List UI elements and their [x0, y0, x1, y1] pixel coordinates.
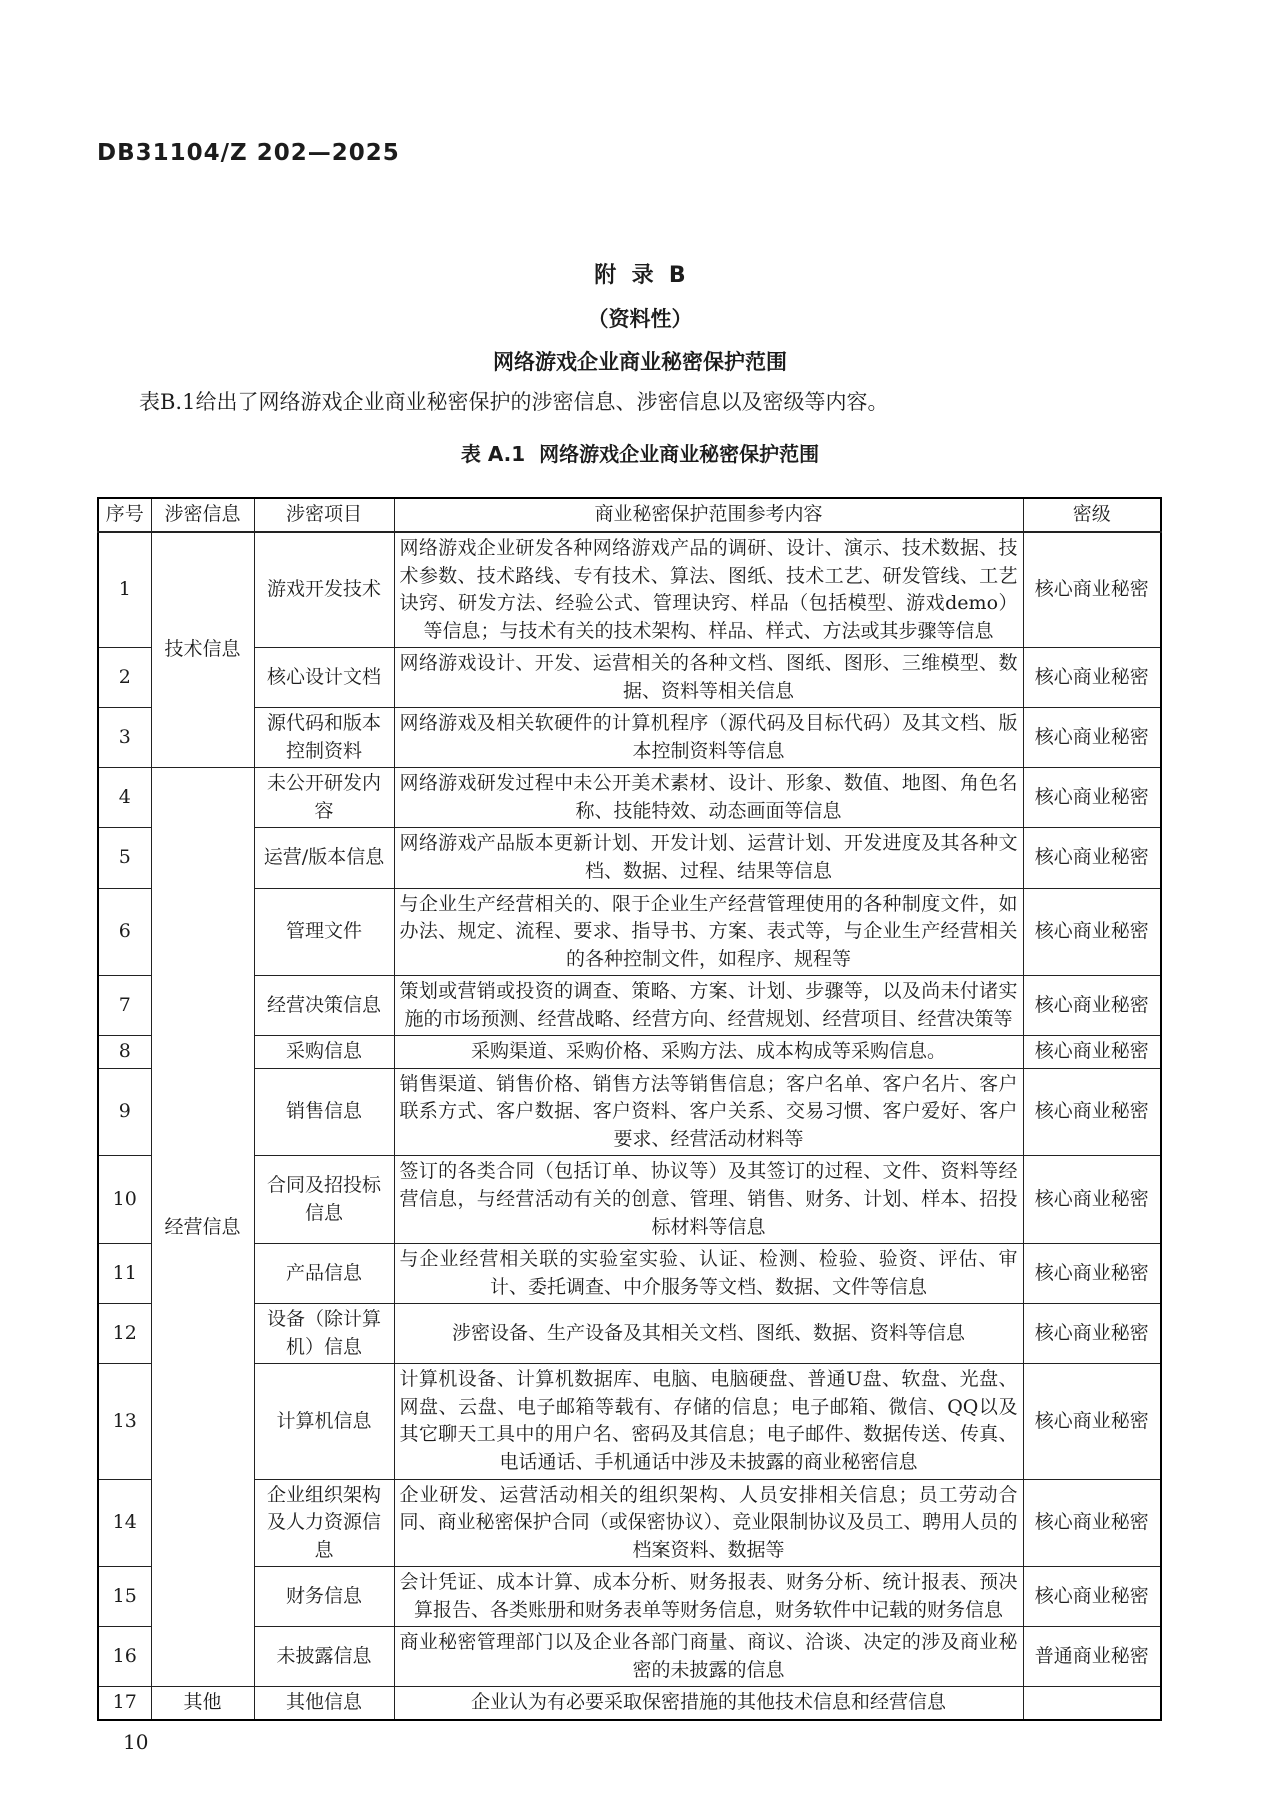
column-header: 商业秘密保护范围参考内容 — [394, 498, 1023, 532]
cell-secret-level: 核心商业秘密 — [1023, 1567, 1161, 1627]
table-row — [98, 648, 1161, 708]
cell-secret-level: 核心商业秘密 — [1023, 828, 1161, 888]
appendix-heading: 网络游戏企业商业秘密保护范围 — [493, 350, 787, 374]
cell-secret-item: 未公开研发内容 — [254, 768, 394, 828]
column-header: 涉密信息 — [151, 498, 254, 532]
cell-secret-level: 核心商业秘密 — [1023, 888, 1161, 976]
cell-protection-scope: 企业研发、运营活动相关的组织架构、人员安排相关信息；员工劳动合同、商业秘密保护合同（或保密协议）、竞业限制协议及员工、聘用人员的档案资料、数据等 — [394, 1479, 1023, 1567]
cell-serial-number: 13 — [98, 1364, 151, 1479]
cell-secret-item: 产品信息 — [254, 1244, 394, 1304]
cell-protection-scope: 会计凭证、成本计算、成本分析、财务报表、财务分析、统计报表、预决算报告、各类账册和财务表单等财务信息，财务软件中记载的财务信息 — [394, 1567, 1023, 1627]
cell-secret-item: 采购信息 — [254, 1036, 394, 1069]
cell-secret-level: 核心商业秘密 — [1023, 648, 1161, 708]
table-body — [98, 532, 1161, 1720]
table-head — [98, 498, 1161, 532]
intro-paragraph: 表B.1给出了网络游戏企业商业秘密保护的涉密信息、涉密信息以及密级等内容。 — [139, 390, 889, 414]
cell-secret-item: 核心设计文档 — [254, 648, 394, 708]
cell-secret-item: 计算机信息 — [254, 1364, 394, 1479]
cell-secret-item: 财务信息 — [254, 1567, 394, 1627]
appendix-subtitle: （资料性） — [587, 307, 693, 331]
cell-secret-level: 核心商业秘密 — [1023, 708, 1161, 768]
table-row — [98, 976, 1161, 1036]
table-row — [98, 1567, 1161, 1627]
cell-secret-item: 销售信息 — [254, 1068, 394, 1156]
cell-protection-scope: 涉密设备、生产设备及其相关文档、图纸、数据、资料等信息 — [394, 1304, 1023, 1364]
table-row — [98, 1304, 1161, 1364]
cell-secret-item: 经营决策信息 — [254, 976, 394, 1036]
cell-serial-number: 10 — [98, 1156, 151, 1244]
cell-protection-scope: 网络游戏产品版本更新计划、开发计划、运营计划、开发进度及其各种文档、数据、过程、结果等信息 — [394, 828, 1023, 888]
appendix-title-block — [0, 258, 1280, 376]
cell-protection-scope: 商业秘密管理部门以及企业各部门商量、商议、洽谈、决定的涉及商业秘密的未披露的信息 — [394, 1627, 1023, 1687]
cell-secret-level: 核心商业秘密 — [1023, 1068, 1161, 1156]
cell-secret-item: 企业组织架构及人力资源信息 — [254, 1479, 394, 1567]
cell-secret-level: 核心商业秘密 — [1023, 1156, 1161, 1244]
cell-protection-scope: 签订的各类合同（包括订单、协议等）及其签订的过程、文件、资料等经营信息，与经营活动有关的创意、管理、销售、财务、计划、样本、招投标材料等信息 — [394, 1156, 1023, 1244]
cell-protection-scope: 采购渠道、采购价格、采购方法、成本构成等采购信息。 — [394, 1036, 1023, 1069]
table-header-row — [98, 498, 1161, 532]
cell-serial-number: 8 — [98, 1036, 151, 1069]
cell-secret-item: 未披露信息 — [254, 1627, 394, 1687]
cell-serial-number: 14 — [98, 1479, 151, 1567]
cell-protection-scope: 销售渠道、销售价格、销售方法等销售信息；客户名单、客户名片、客户联系方式、客户数据、客户资料、客户关系、交易习惯、客户爱好、客户要求、经营活动材料等 — [394, 1068, 1023, 1156]
cell-secret-item: 游戏开发技术 — [254, 532, 394, 648]
cell-secret-level: 核心商业秘密 — [1023, 1364, 1161, 1479]
cell-secret-item: 设备（除计算机）信息 — [254, 1304, 394, 1364]
cell-secret-level: 核心商业秘密 — [1023, 1304, 1161, 1364]
cell-secret-level: 核心商业秘密 — [1023, 768, 1161, 828]
cell-serial-number: 3 — [98, 708, 151, 768]
table-row — [98, 768, 1161, 828]
cell-secret-level: 核心商业秘密 — [1023, 1036, 1161, 1069]
cell-serial-number: 11 — [98, 1244, 151, 1304]
cell-serial-number: 7 — [98, 976, 151, 1036]
table-row — [98, 1479, 1161, 1567]
cell-secret-info-group: 其他 — [151, 1687, 254, 1720]
cell-serial-number: 1 — [98, 532, 151, 648]
cell-protection-scope: 计算机设备、计算机数据库、电脑、电脑硬盘、普通U盘、软盘、光盘、网盘、云盘、电子邮箱等载有、存储的信息；电子邮箱、微信、QQ以及其它聊天工具中的用户名、密码及其信息；电子邮件、数据传送、传真、电话通话、手机通话中涉及未披露的商业秘密信息 — [394, 1364, 1023, 1479]
cell-serial-number: 5 — [98, 828, 151, 888]
table-row — [98, 1036, 1161, 1069]
cell-protection-scope: 网络游戏及相关软硬件的计算机程序（源代码及目标代码）及其文档、版本控制资料等信息 — [394, 708, 1023, 768]
cell-serial-number: 15 — [98, 1567, 151, 1627]
cell-protection-scope: 网络游戏研发过程中未公开美术素材、设计、形象、数值、地图、角色名称、技能特效、动态画面等信息 — [394, 768, 1023, 828]
cell-serial-number: 12 — [98, 1304, 151, 1364]
table-row — [98, 1364, 1161, 1479]
cell-secret-item: 其他信息 — [254, 1687, 394, 1720]
cell-secret-item: 合同及招投标信息 — [254, 1156, 394, 1244]
cell-secret-item: 源代码和版本控制资料 — [254, 708, 394, 768]
column-header: 序号 — [98, 498, 151, 532]
table-row — [98, 1687, 1161, 1720]
table-row — [98, 1627, 1161, 1687]
cell-serial-number: 2 — [98, 648, 151, 708]
column-header: 密级 — [1023, 498, 1161, 532]
cell-secret-level: 普通商业秘密 — [1023, 1627, 1161, 1687]
table-row — [98, 1156, 1161, 1244]
standard-code: DB31104/Z 202—2025 — [97, 140, 400, 166]
cell-serial-number: 17 — [98, 1687, 151, 1720]
table-row — [98, 1244, 1161, 1304]
cell-serial-number: 6 — [98, 888, 151, 976]
cell-protection-scope: 与企业经营相关联的实验室实验、认证、检测、检验、验资、评估、审计、委托调查、中介服务等文档、数据、文件等信息 — [394, 1244, 1023, 1304]
cell-secret-info-group: 经营信息 — [151, 768, 254, 1687]
table-row — [98, 828, 1161, 888]
cell-protection-scope: 策划或营销或投资的调查、策略、方案、计划、步骤等，以及尚未付诸实施的市场预测、经营战略、经营方向、经营规划、经营项目、经营决策等 — [394, 976, 1023, 1036]
cell-protection-scope: 与企业生产经营相关的、限于企业生产经营管理使用的各种制度文件，如办法、规定、流程、要求、指导书、方案、表式等，与企业生产经营相关的各种控制文件，如程序、规程等 — [394, 888, 1023, 976]
cell-secret-level — [1023, 1687, 1161, 1720]
cell-serial-number: 9 — [98, 1068, 151, 1156]
table-row — [98, 1068, 1161, 1156]
table-caption: 表 A.1 网络游戏企业商业秘密保护范围 — [460, 442, 820, 466]
table-row — [98, 708, 1161, 768]
cell-protection-scope: 网络游戏企业研发各种网络游戏产品的调研、设计、演示、技术数据、技术参数、技术路线、专有技术、算法、图纸、技术工艺、研发管线、工艺诀窍、研发方法、经验公式、管理诀窍、样品（包括模型、游戏demo）等信息；与技术有关的技术架构、样品、样式、方法或其步骤等信息 — [394, 532, 1023, 648]
cell-secret-item: 运营/版本信息 — [254, 828, 394, 888]
cell-secret-info-group: 技术信息 — [151, 532, 254, 768]
column-header: 涉密项目 — [254, 498, 394, 532]
cell-protection-scope: 网络游戏设计、开发、运营相关的各种文档、图纸、图形、三维模型、数据、资料等相关信息 — [394, 648, 1023, 708]
cell-secret-level: 核心商业秘密 — [1023, 976, 1161, 1036]
cell-secret-level: 核心商业秘密 — [1023, 532, 1161, 648]
table-row — [98, 888, 1161, 976]
cell-secret-level: 核心商业秘密 — [1023, 1479, 1161, 1567]
cell-secret-item: 管理文件 — [254, 888, 394, 976]
cell-secret-level: 核心商业秘密 — [1023, 1244, 1161, 1304]
secret-scope-table — [97, 497, 1162, 1721]
table-row — [98, 532, 1161, 648]
cell-serial-number: 16 — [98, 1627, 151, 1687]
cell-protection-scope: 企业认为有必要采取保密措施的其他技术信息和经营信息 — [394, 1687, 1023, 1720]
page-number: 10 — [123, 1730, 149, 1754]
appendix-title: 附 录 B — [594, 263, 686, 288]
cell-serial-number: 4 — [98, 768, 151, 828]
